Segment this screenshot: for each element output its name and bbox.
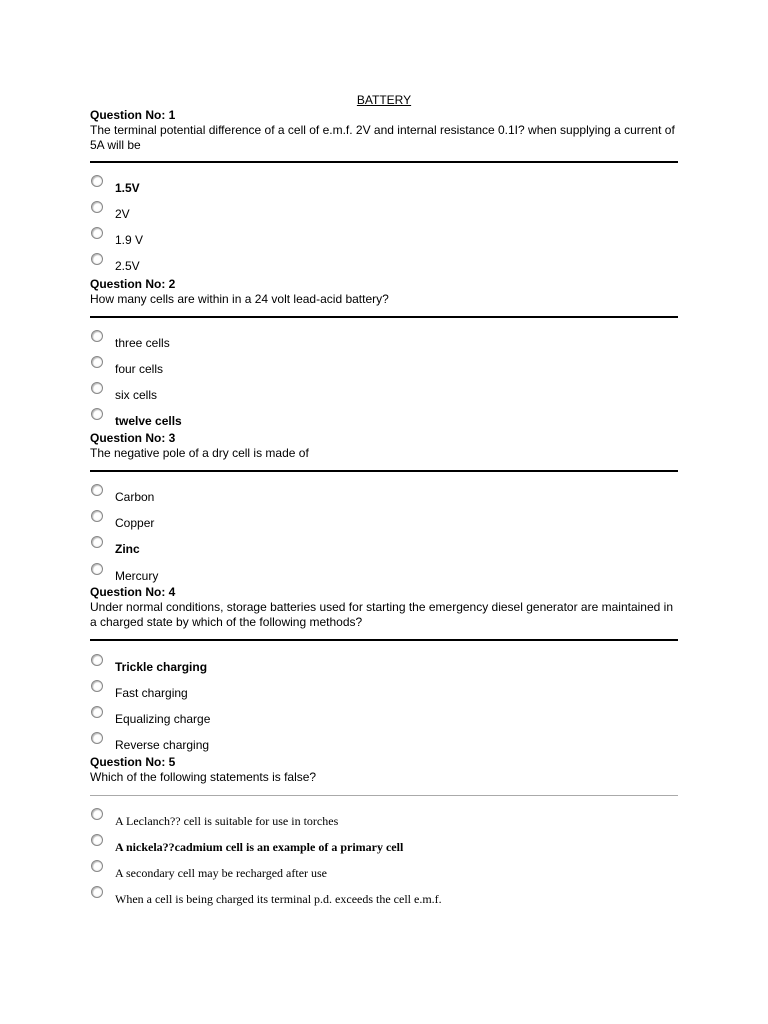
radio-button[interactable]	[91, 834, 103, 846]
option-label: When a cell is being charged its terminal p.d. exceeds the cell e.m.f.	[115, 892, 442, 906]
option[interactable]	[90, 563, 680, 589]
radio-button[interactable]	[91, 201, 103, 213]
radio-button[interactable]	[91, 563, 103, 575]
question-label: Question No: 3	[90, 431, 176, 445]
option[interactable]	[90, 175, 680, 201]
option-label: Zinc	[115, 542, 140, 556]
radio-button[interactable]	[91, 808, 103, 820]
divider	[90, 161, 678, 163]
option-label: Trickle charging	[115, 660, 208, 674]
option[interactable]	[90, 201, 680, 227]
option[interactable]	[90, 227, 680, 253]
option[interactable]	[90, 654, 680, 680]
radio-button[interactable]	[91, 253, 103, 265]
radio-button[interactable]	[91, 536, 103, 548]
question-text: Under normal conditions, storage batteries used for starting the emergency diesel generator are maintained in a charged state by which of the following methods?	[90, 600, 673, 629]
option-label: six cells	[115, 388, 158, 402]
option-label: Mercury	[115, 569, 159, 583]
option-label: Fast charging	[115, 686, 188, 700]
question-label: Question No: 4	[90, 585, 176, 599]
option-label: Copper	[115, 516, 155, 530]
option-label: A secondary cell may be recharged after use	[115, 866, 328, 880]
page-title: BATTERY	[356, 93, 412, 107]
radio-button[interactable]	[91, 654, 103, 666]
question-label: Question No: 1	[90, 108, 176, 122]
option[interactable]	[90, 886, 680, 912]
option[interactable]	[90, 680, 680, 706]
option-label: A Leclanch?? cell is suitable for use in torches	[115, 814, 339, 828]
option[interactable]	[90, 330, 680, 356]
option[interactable]	[90, 382, 680, 408]
radio-button[interactable]	[91, 860, 103, 872]
radio-button[interactable]	[91, 227, 103, 239]
option[interactable]	[90, 408, 680, 434]
radio-button[interactable]	[91, 175, 103, 187]
radio-button[interactable]	[91, 886, 103, 898]
question-text: The negative pole of a dry cell is made of	[90, 446, 309, 460]
option-label: Reverse charging	[115, 738, 210, 752]
option[interactable]	[90, 356, 680, 382]
radio-button[interactable]	[91, 732, 103, 744]
divider	[90, 470, 678, 472]
radio-button[interactable]	[91, 706, 103, 718]
radio-button[interactable]	[91, 330, 103, 342]
divider	[90, 316, 678, 318]
option[interactable]	[90, 706, 680, 732]
option-label: Carbon	[115, 490, 155, 504]
option[interactable]	[90, 860, 680, 886]
question-text: The terminal potential difference of a cell of e.m.f. 2V and internal resistance 0.1I? when supplying a current of 5A will be	[90, 123, 675, 152]
radio-button[interactable]	[91, 484, 103, 496]
option[interactable]	[90, 510, 680, 536]
option-label: Equalizing charge	[115, 712, 211, 726]
question-text: How many cells are within in a 24 volt lead-acid battery?	[90, 292, 389, 306]
option-label: 2.5V	[115, 259, 140, 273]
question-label: Question No: 2	[90, 277, 176, 291]
divider	[90, 639, 678, 641]
option[interactable]	[90, 834, 680, 860]
option[interactable]	[90, 484, 680, 510]
option-label: four cells	[115, 362, 164, 376]
radio-button[interactable]	[91, 356, 103, 368]
option-label: A nickela??cadmium cell is an example of a primary cell	[115, 840, 404, 854]
option[interactable]	[90, 808, 680, 834]
option-label: 1.5V	[115, 181, 140, 195]
option-label: three cells	[115, 336, 170, 350]
option-label: twelve cells	[115, 414, 182, 428]
option-label: 1.9 V	[115, 233, 144, 247]
radio-button[interactable]	[91, 510, 103, 522]
question-label: Question No: 5	[90, 755, 176, 769]
option[interactable]	[90, 253, 680, 279]
divider	[90, 795, 678, 796]
option-label: 2V	[115, 207, 130, 221]
radio-button[interactable]	[91, 408, 103, 420]
radio-button[interactable]	[91, 680, 103, 692]
option[interactable]	[90, 732, 680, 758]
radio-button[interactable]	[91, 382, 103, 394]
option[interactable]	[90, 536, 680, 562]
question-text: Which of the following statements is false?	[90, 770, 317, 784]
